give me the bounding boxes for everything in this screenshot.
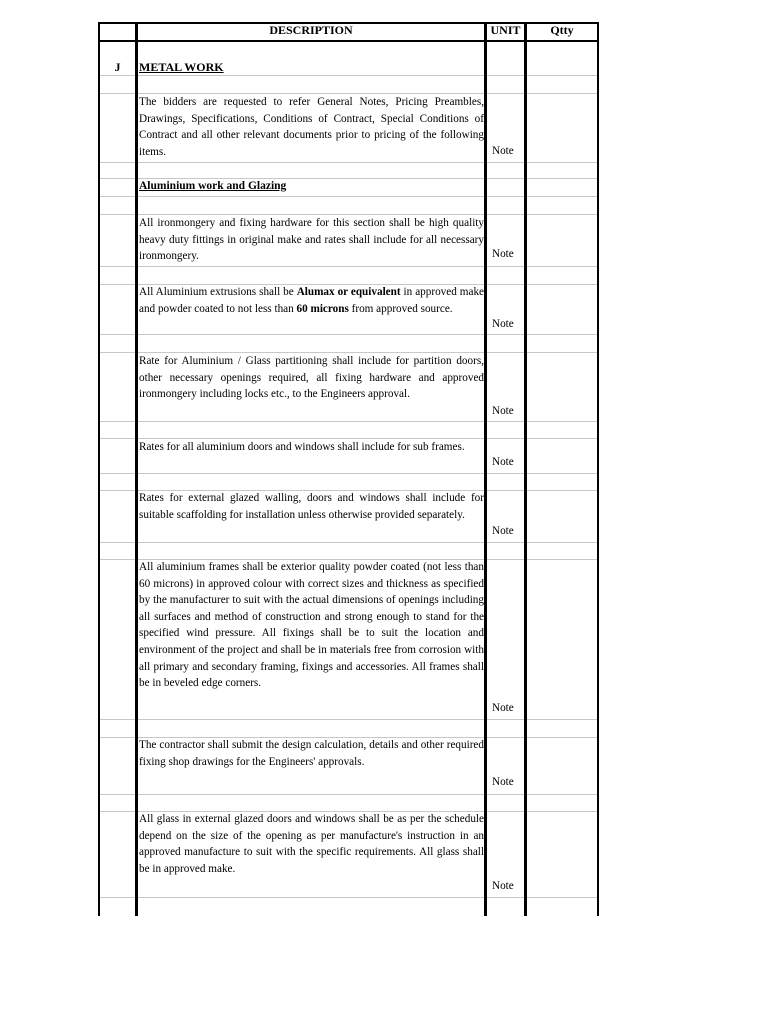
item-description: Rate for Aluminium / Glass partitioning shall include for partition doors, other necessary openings required, all fixing hardware and approved ironmongery including locks etc., to the Engineers approval. xyxy=(139,355,484,401)
col-border-desc xyxy=(484,22,487,916)
section-title: METAL WORK xyxy=(139,60,224,74)
col-border-left xyxy=(98,22,100,916)
section-code: J xyxy=(114,60,121,74)
subheading: Aluminium work and Glazing xyxy=(139,180,287,192)
desc-bold-text: Alumax or equivalent xyxy=(296,286,401,298)
item-unit: Note xyxy=(492,776,514,788)
desc-text: All Aluminium extrusions shall be xyxy=(139,286,297,298)
item-unit: Note xyxy=(492,456,514,468)
item-unit: Note xyxy=(492,405,514,417)
item-description: Rates for all aluminium doors and windows shall include for sub frames. xyxy=(139,441,465,453)
item-unit: Note xyxy=(492,880,514,892)
item-unit: Note xyxy=(492,248,514,260)
item-description: The bidders are requested to refer General Notes, Pricing Preambles, Drawings, Specifications, Conditions of Contract, Special Conditions of Contract and all other relevant documents prior to pricing of the following items. xyxy=(139,96,484,158)
item-unit: Note xyxy=(492,318,514,330)
item-description xyxy=(139,284,484,317)
item-description: Rates for external glazed walling, doors and windows shall include for suitable scaffolding for installation unless otherwise provided separately. xyxy=(139,492,484,521)
item-description: The contractor shall submit the design calculation, details and other required fixing shop drawings for the Engineers' approvals. xyxy=(139,739,484,768)
desc-text: in approved make and powder coated to not less than xyxy=(139,286,485,315)
desc-bold-text: 60 microns xyxy=(296,302,349,315)
item-description: All aluminium frames shall be exterior quality powder coated (not less than 60 microns) in approved colour with correct sizes and thickness as specified by the manufacturer to suit with the actual dimensions of openings including all surfaces and method of construction and strong enough to stand for the specified wind pressure. All fixings shall be to suit the location and environment of the project and shall be in materials free from corrosion with all primary and secondary framing, fixings and accessories. All frames shall be in beveled edge corners. xyxy=(139,561,484,690)
item-unit: Note xyxy=(492,525,514,537)
col-border-unit xyxy=(524,22,527,916)
item-description: All ironmongery and fixing hardware for this section shall be high quality heavy duty fittings in original make and rates shall include for all necessary ironmongery. xyxy=(139,217,484,263)
desc-text: from approved source. xyxy=(348,302,453,315)
item-unit: Note xyxy=(492,145,514,157)
item-unit: Note xyxy=(492,702,514,714)
header-unit: UNIT xyxy=(490,23,521,37)
header-description: DESCRIPTION xyxy=(269,23,353,37)
col-border-right xyxy=(597,22,599,916)
col-border-item xyxy=(135,22,138,916)
item-description: All glass in external glazed doors and windows shall be as per the schedule depend on the size of the opening as per manufacture's instruction in an approved manufacture to suit with the specific requirements. All glass shall be in approved make. xyxy=(139,813,484,875)
header-qty: Qtty xyxy=(550,23,574,37)
